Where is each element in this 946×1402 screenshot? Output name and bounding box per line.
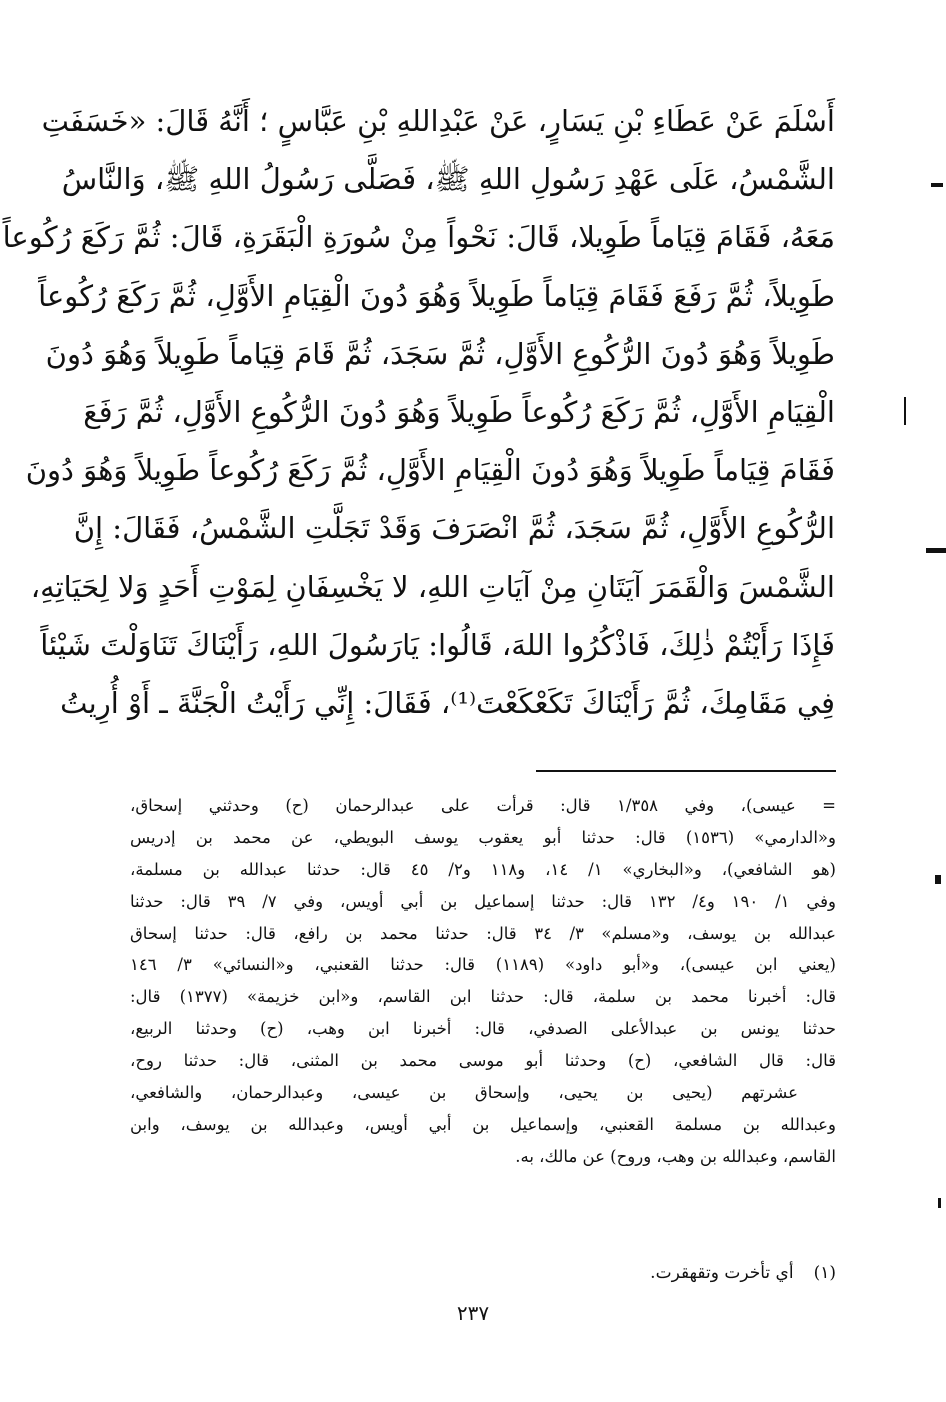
explanatory-note [650, 1258, 836, 1288]
main-text-line: طَوِيلاً، ثُمَّ رَفَعَ فَقَامَ قِيَاماً طَوِيلاً وَهُوَ دُونَ الْقِيَامِ الأَوَّلِ، ثُمَّ رَكَعَ رُكُوعاً [38, 278, 835, 313]
note-number: (١) [813, 1263, 836, 1283]
footnote-divider [536, 770, 836, 772]
main-text-block [2, 92, 835, 732]
main-text-line: مَعَهُ، فَقَامَ قِيَاماً طَوِيلا، قَالَ: نَحْواً مِنْ سُورَةِ الْبَقَرَةِ، قَالَ: ثُمَّ رَكَعَ رُكُوعاً [2, 220, 835, 255]
main-text-line: الرُّكُوعِ الأَوَّلِ، ثُمَّ سَجَدَ، ثُمَّ انْصَرَفَ وَقَدْ تَجَلَّتِ الشَّمْسُ، فَقَالَ: إِنَّ [73, 511, 835, 546]
margin-mark [926, 548, 946, 553]
main-text-line: فَقَامَ قِيَاماً طَوِيلاً وَهُوَ دُونَ الْقِيَامِ الأَوَّلِ، ثُمَّ رَكَعَ رُكُوعاً طَوِيلاً وَهُوَ دُونَ [25, 453, 835, 488]
page-number: ٢٣٧ [456, 1301, 490, 1325]
footnote-line: وفي ١/ ١٩٠ و٤/ ١٣٢ قال: حدثنا إسماعيل بن أبي أويس، وفي ٧/ ٣٩ قال: حدثنا [130, 891, 836, 911]
footnote-line: قال: أخبرنا محمد بن سلمة، قال: حدثنا ابن القاسم، و«ابن خزيمة» (١٣٧٧) قال: [130, 987, 836, 1007]
main-text-line: الْقِيَامِ الأَوَّلِ، ثُمَّ رَكَعَ رُكُوعاً طَوِيلاً وَهُوَ دُونَ الرُّكُوعِ الأَوَّلِ، ثُمَّ رَفَعَ [83, 394, 835, 429]
footnote-line: قال: قال الشافعي، (ح) وحدثنا أبو موسى محمد بن المثنى، قال: حدثنا روح، [130, 1051, 836, 1071]
footnote-line: وعبدالله بن مسلمة القعنبي، وإسماعيل بن أبي أويس، وعبدالله بن يوسف، وابن [130, 1114, 836, 1134]
margin-mark [935, 875, 941, 884]
margin-mark [904, 397, 906, 425]
main-text-line: أَسْلَمَ عَنْ عَطَاءِ بْنِ يَسَارٍ، عَنْ عَبْدِاللهِ بْنِ عَبَّاسٍ ؛ أَنَّهُ قَالَ: «خَسَفَتِ [41, 104, 835, 138]
main-text-line: فِي مَقَامِكَ، ثُمَّ رَأَيْنَاكَ تَكَعْكَعْتَ⁽¹⁾، فَقَالَ: إِنِّي رَأَيْتُ الْجَنَّةَ ـ أَوْ أُرِيتُ [60, 685, 835, 720]
margin-mark [931, 183, 943, 187]
footnote-line: (يعني ابن عيسى)، و«أبو داود» (١١٨٩) قال: حدثنا القعنبي، و«النسائي» ٣/ ١٤٦ [130, 955, 836, 975]
footnote-line: حدثنا يونس بن عبدالأعلى الصدفي، قال: أخبرنا ابن وهب، (ح) وحدثنا الربيع، [130, 1019, 836, 1039]
main-text-line: الشَّمْسَ وَالْقَمَرَ آيَتَانِ مِنْ آيَاتِ اللهِ، لا يَخْسِفَانِ لِمَوْتِ أَحَدٍ وَلا لِحَيَاتِهِ، [30, 569, 835, 604]
footnote-line: (هو الشافعي)، و«البخاري» ١/ ١٤، و١١٨ و٢/ ٤٥ قال: حدثنا عبدالله بن مسلمة، [130, 859, 836, 879]
footnote-line: = عيسى)، وفي ١/٣٥٨ قال: قرأت على عبدالرحمان (ح) وحدثني إسحاق، [130, 796, 837, 815]
margin-mark [938, 1198, 941, 1208]
note-text: أي تأخرت وتقهقرت. [650, 1263, 794, 1283]
main-text-line: طَوِيلاً وَهُوَ دُونَ الرُّكُوعِ الأَوَّلِ، ثُمَّ سَجَدَ، ثُمَّ قَامَ قِيَاماً طَوِيلاً وَهُوَ دُونَ [45, 336, 835, 371]
footnotes-block [130, 790, 836, 1173]
footnote-line: عشرتهم (يحيى بن يحيى، وإسحاق بن عيسى، وعبدالرحمان، والشافعي، [130, 1083, 798, 1103]
footnote-line: و«الدارمي» (١٥٣٦) قال: حدثنا أبو يعقوب يوسف البويطي، عن محمد بن إدريس [130, 827, 836, 847]
main-text-line: فَإِذَا رَأَيْتُمْ ذٰلِكَ، فَاذْكُرُوا اللهَ، قَالُوا: يَارَسُولَ اللهِ، رَأَيْنَاكَ تَنَاوَلْتَ شَيْئاً [40, 627, 835, 662]
footnote-line: عبدالله بن يوسف، و«مسلم» ٣/ ٣٤ قال: حدثنا محمد بن رافع، قال: حدثنا إسحاق [130, 923, 836, 943]
footnote-line: القاسم، وعبدالله بن وهب، وروح) عن مالك، به. [515, 1146, 836, 1166]
main-text-line: الشَّمْسُ، عَلَى عَهْدِ رَسُولِ اللهِ ﷺ، فَصَلَّى رَسُولُ اللهِ ﷺ، وَالنَّاسُ [61, 162, 835, 197]
